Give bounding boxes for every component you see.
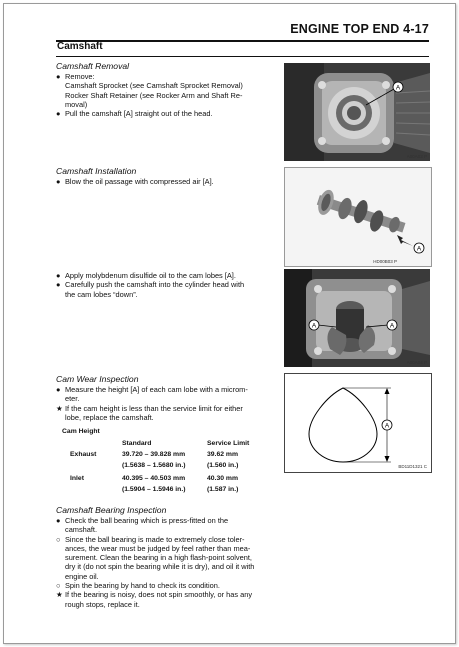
table-row-label: Inlet: [70, 475, 84, 482]
cam-lobe-diagram: [284, 373, 432, 473]
table-cell: (1.560 in.): [207, 462, 239, 469]
installation-step: ● Apply molybdenum disulfide oil to the cam lobes [A].: [56, 271, 236, 280]
bullet-icon: ●: [56, 516, 61, 525]
camshaft-insertion-photo: [284, 269, 430, 367]
bearing-step-cont: engine oil.: [65, 571, 99, 581]
callout-a: A: [395, 84, 401, 92]
bearing-step: ○ Since the ball bearing is made to extremely close toler-: [56, 534, 245, 544]
table-cell: 39.62 mm: [207, 451, 238, 458]
bearing-step: ● Check the ball bearing which is press-fitted on the: [56, 516, 229, 525]
circle-icon: ○: [56, 534, 61, 544]
wear-step-cont: lobe, replace the camshaft.: [65, 412, 154, 422]
header-rule: [56, 40, 429, 42]
table-cell: (1.587 in.): [207, 486, 239, 493]
callout-a: A: [311, 322, 317, 330]
figure-code: BD11D1321 C: [398, 464, 427, 469]
figure-code: HD00B03 P: [373, 259, 397, 264]
bearing-heading: Camshaft Bearing Inspection: [56, 505, 167, 515]
table-cell: (1.5638 – 1.5680 in.): [122, 462, 186, 469]
camshaft-removal-photo: [284, 63, 430, 161]
star-icon: ★: [56, 590, 63, 600]
table-cell: (1.5904 – 1.5946 in.): [122, 486, 186, 493]
section-title: Camshaft: [57, 41, 103, 52]
bullet-icon: ●: [56, 280, 61, 290]
bearing-step-cont: rough stops, replace it.: [65, 599, 140, 609]
installation-block-2: [56, 271, 278, 299]
bearing-step: ★ If the bearing is noisy, does not spin smoothly, or has any: [56, 590, 253, 600]
table-cell: 40.395 – 40.503 mm: [122, 475, 186, 482]
table-cell: 40.30 mm: [207, 475, 238, 482]
bearing-step: ○ Spin the bearing by hand to check its condition.: [56, 581, 220, 591]
figure-code: A00A03 P: [406, 154, 427, 159]
bearing-step-cont: surement. Clean the bearing in a high flash-point solvent,: [65, 553, 252, 563]
callout-a: A: [384, 422, 390, 430]
callout-a: A: [416, 245, 422, 253]
circle-icon: ○: [56, 581, 61, 591]
bearing-step-cont: dry it (do not spin the bearing while it is dry), and oil it with: [65, 562, 255, 572]
removal-remove-item: Rocker Shaft Retainer (see Rocker Arm and Shaft Re-: [65, 90, 243, 100]
removal-remove-item: moval): [65, 99, 88, 109]
cam-lobe-outline: [309, 388, 377, 462]
removal-heading: Camshaft Removal: [56, 61, 130, 71]
bullet-icon: ●: [56, 385, 61, 394]
installation-step: ● Blow the oil passage with compressed air [A].: [56, 177, 214, 186]
figure-code: A00A04 P: [406, 360, 427, 365]
table-header-limit: Service Limit: [207, 440, 250, 447]
bearing-block: [56, 505, 274, 609]
wear-step: ★ If the cam height is less than the service limit for either: [56, 403, 243, 413]
wear-heading: Cam Wear Inspection: [56, 374, 139, 384]
section-rule: [56, 56, 429, 57]
bullet-icon: ●: [56, 109, 61, 119]
camshaft-installation-photo: [284, 167, 432, 267]
table-title: Cam Height: [62, 428, 100, 435]
wear-step: ● Measure the height [A] of each cam lobe with a microm-: [56, 385, 248, 394]
table-row-label: Exhaust: [70, 451, 97, 458]
table-cell: 39.720 – 39.828 mm: [122, 451, 186, 458]
installation-heading: Camshaft Installation: [56, 166, 137, 176]
installation-block: [56, 166, 278, 186]
removal-remove-step: ● Remove:: [56, 72, 95, 81]
wear-step-cont: eter.: [65, 394, 80, 404]
removal-pull-step: ● Pull the camshaft [A] straight out of the head.: [56, 109, 213, 119]
bearing-step-cont: camshaft.: [65, 525, 98, 535]
installation-step: ● Carefully push the camshaft into the cylinder head with: [56, 280, 245, 290]
bullet-icon: ●: [56, 72, 61, 81]
star-icon: ★: [56, 403, 63, 413]
removal-remove-item: Camshaft Sprocket (see Camshaft Sprocket Removal): [65, 81, 243, 91]
installation-step-cont: the cam lobes “down”.: [65, 289, 138, 299]
removal-block: [56, 61, 278, 118]
page-header-title: ENGINE TOP END 4-17: [290, 22, 429, 36]
table-header-standard: Standard: [122, 440, 152, 447]
bearing-step-cont: ances, the wear must be judged by feel rather than mea-: [65, 543, 251, 553]
bullet-icon: ●: [56, 271, 61, 280]
bullet-icon: ●: [56, 177, 61, 186]
wear-block: [56, 374, 278, 422]
callout-a: A: [389, 322, 395, 330]
